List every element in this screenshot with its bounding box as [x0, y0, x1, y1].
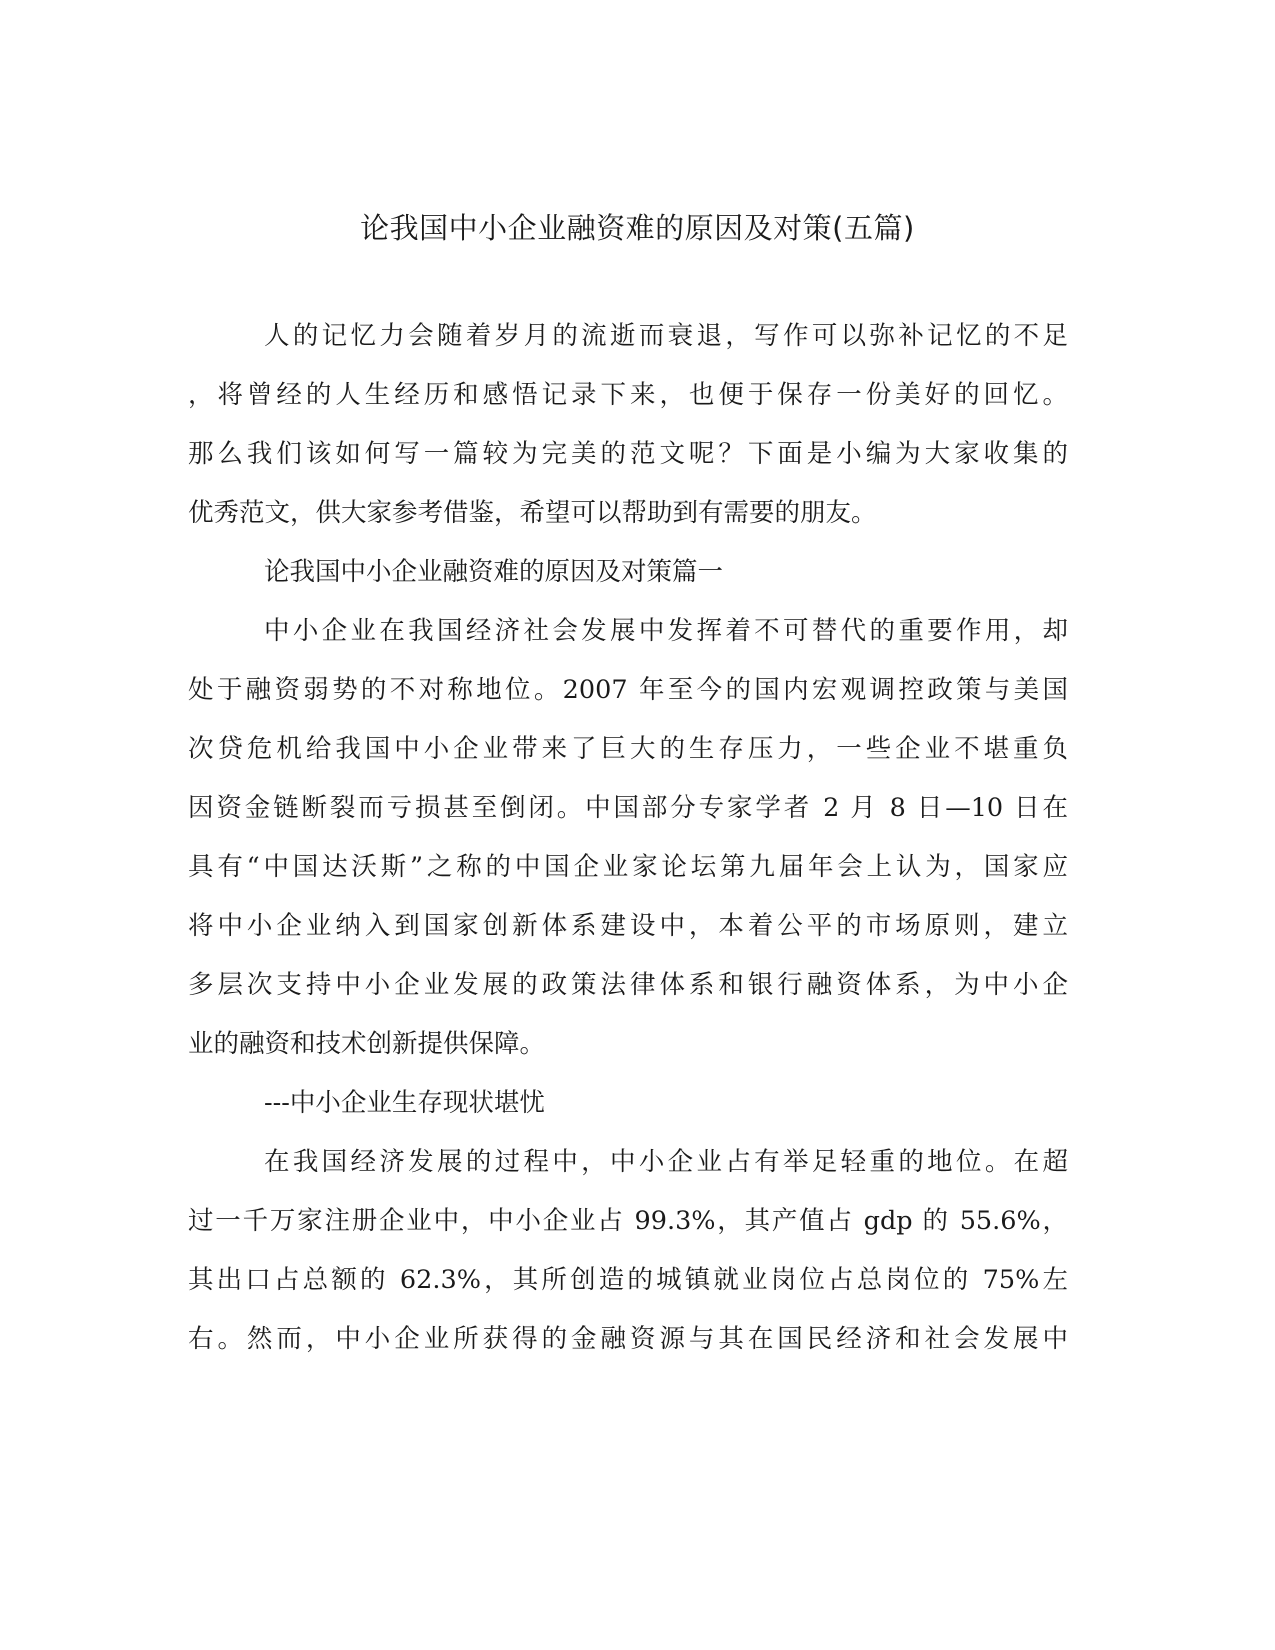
section-heading-1: 论我国中小企业融资难的原因及对策篇一: [264, 557, 724, 587]
body-line-11: 将中小企业纳入到国家创新体系建设中，本着公平的市场原则，建立: [188, 911, 1068, 941]
subheading-line: ---中小企业生存现状堪忧: [264, 1088, 545, 1118]
body-line-17: 其出口占总额的 62.3%，其所创造的城镇就业岗位占总岗位的 75%左: [188, 1265, 1068, 1295]
body-line-1: 人的记忆力会随着岁月的流逝而衰退，写作可以弥补记忆的不足: [264, 321, 1068, 351]
body-line-2: ，将曾经的人生经历和感悟记录下来，也便于保存一份美好的回忆。: [188, 380, 1068, 410]
document-title: 论我国中小企业融资难的原因及对策(五篇): [360, 211, 915, 245]
body-line-18: 右。然而，中小企业所获得的金融资源与其在国民经济和社会发展中: [188, 1324, 1068, 1354]
body-line-15: 在我国经济发展的过程中，中小企业占有举足轻重的地位。在超: [264, 1147, 1068, 1177]
body-line-7: 处于融资弱势的不对称地位。2007 年至今的国内宏观调控政策与美国: [188, 675, 1068, 705]
body-line-12: 多层次支持中小企业发展的政策法律体系和银行融资体系，为中小企: [188, 970, 1068, 1000]
body-line-8: 次贷危机给我国中小企业带来了巨大的生存压力，一些企业不堪重负: [188, 734, 1068, 764]
body-line-4: 优秀范文，供大家参考借鉴，希望可以帮助到有需要的朋友。: [188, 498, 877, 528]
body-line-6: 中小企业在我国经济社会发展中发挥着不可替代的重要作用，却: [264, 616, 1068, 646]
body-line-13: 业的融资和技术创新提供保障。: [188, 1029, 546, 1059]
body-line-3: 那么我们该如何写一篇较为完美的范文呢？下面是小编为大家收集的: [188, 439, 1068, 469]
body-line-16: 过一千万家注册企业中，中小企业占 99.3%，其产值占 gdp 的 55.6%，: [188, 1206, 1068, 1236]
body-line-10: 具有“中国达沃斯”之称的中国企业家论坛第九届年会上认为，国家应: [188, 852, 1068, 882]
body-line-9: 因资金链断裂而亏损甚至倒闭。中国部分专家学者 2 月 8 日—10 日在: [188, 793, 1068, 823]
